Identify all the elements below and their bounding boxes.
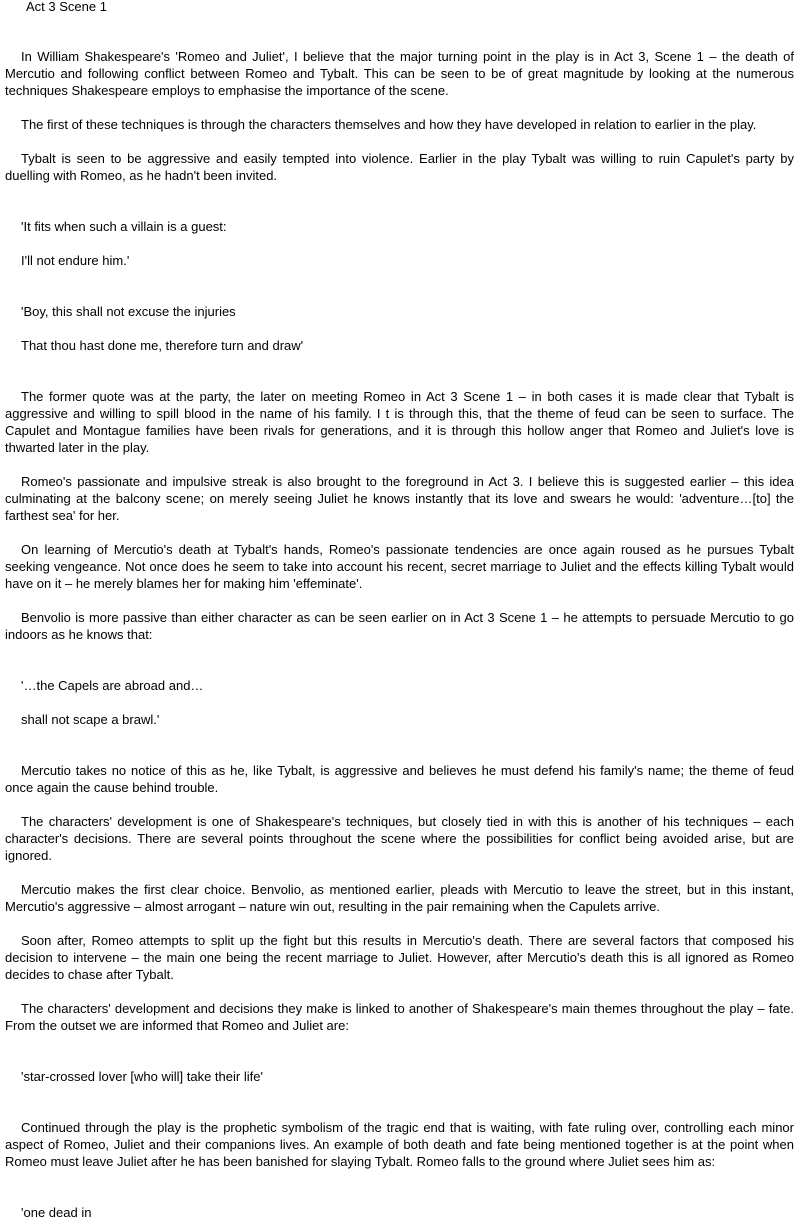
- quote-line: 'star-crossed lover [who will] take their life': [21, 1069, 263, 1084]
- paragraph-first-choice: Mercutio makes the first clear choice. Benvolio, as mentioned earlier, pleads with Mercutio to leave the street, but in this instant, Mercutio's aggressive – almost arrogant – nature win out, resulting in the pair remaining when the Capulets arrive.: [5, 882, 794, 914]
- quote-line: '…the Capels are abroad and…: [21, 678, 204, 693]
- paragraph-former-quote: The former quote was at the party, the later on meeting Romeo in Act 3 Scene 1 – in both cases it is made clear that Tybalt is aggressive and willing to spill blood in the name of his family. I t is through this, that the theme of feud can be seen to surface. The Capulet and Montague families have been rivals for generations, and it is through this hollow anger that Romeo and Juliet's love is thwarted later in the play.: [5, 389, 794, 455]
- quote-line: 'Boy, this shall not excuse the injuries: [21, 304, 236, 319]
- quote-line: shall not scape a brawl.': [21, 712, 160, 727]
- paragraph-benvolio: Benvolio is more passive than either character as can be seen earlier on in Act 3 Scene 1 – he attempts to persuade Mercutio to go indoors as he knows that:: [5, 610, 794, 642]
- paragraph-fate: The characters' development and decisions they make is linked to another of Shakespeare's main themes throughout the play – fate. From the outset we are informed that Romeo and Juliet are:: [5, 1001, 794, 1033]
- paragraph-development: The characters' development is one of Shakespeare's techniques, but closely tied in with this is another of his techniques – each character's decisions. There are several points throughout the scene where the possibilities for conflict being avoided arise, but are ignored.: [5, 814, 794, 863]
- paragraph-prophetic: Continued through the play is the prophetic symbolism of the tragic end that is waiting, with fate ruling over, controlling each minor aspect of Romeo, Juliet and their companions lives. An example of both death and fate being mentioned together is at the point when Romeo must leave Juliet after he has been banished for slaying Tybalt. Romeo falls to the ground where Juliet sees him as:: [5, 1120, 794, 1169]
- paragraph-intro: In William Shakespeare's 'Romeo and Juliet', I believe that the major turning point in the play is in Act 3, Scene 1 – the death of Mercutio and following conflict between Romeo and Tybalt. This can be seen to be of great magnitude by looking at the numerous techniques Shakespeare employs to emphasise the importance of the scene.: [5, 49, 794, 98]
- quote-line: 'one dead in: [21, 1205, 92, 1220]
- quote-line: That thou hast done me, therefore turn and draw': [21, 338, 304, 353]
- paragraph-mercutio-death: On learning of Mercutio's death at Tybalt's hands, Romeo's passionate tendencies are once again roused as he pursues Tybalt seeking vengeance. Not once does he seem to take into account his recent, secret marriage to Juliet and the effects killing Tybalt would have on it – he merely blames her for making him 'effeminate'.: [5, 542, 794, 591]
- quote-line: 'It fits when such a villain is a guest:: [21, 219, 227, 234]
- paragraph-mercutio-notice: Mercutio takes no notice of this as he, like Tybalt, is aggressive and believes he must defend his family's name; the theme of feud once again the cause behind trouble.: [5, 763, 794, 795]
- paragraph-split-fight: Soon after, Romeo attempts to split up the fight but this results in Mercutio's death. There are several factors that composed his decision to intervene – the main one being the recent marriage to Juliet. However, after Mercutio's death this is all ignored as Romeo decides to chase after Tybalt.: [5, 933, 794, 982]
- paragraph-romeo: Romeo's passionate and impulsive streak is also brought to the foreground in Act 3. I believe this is suggested earlier – this idea culminating at the balcony scene; on merely seeing Juliet he knows instantly that its love and swears he would: 'adventure…[to] the farthest sea' for her.: [5, 474, 794, 523]
- page-title: Act 3 Scene 1: [26, 0, 107, 14]
- paragraph-techniques: The first of these techniques is through the characters themselves and how they have developed in relation to earlier in the play.: [21, 117, 757, 132]
- quote-line: I'll not endure him.': [21, 253, 130, 268]
- paragraph-tybalt: Tybalt is seen to be aggressive and easily tempted into violence. Earlier in the play Tybalt was willing to ruin Capulet's party by duelling with Romeo, as he hadn't been invited.: [5, 151, 794, 183]
